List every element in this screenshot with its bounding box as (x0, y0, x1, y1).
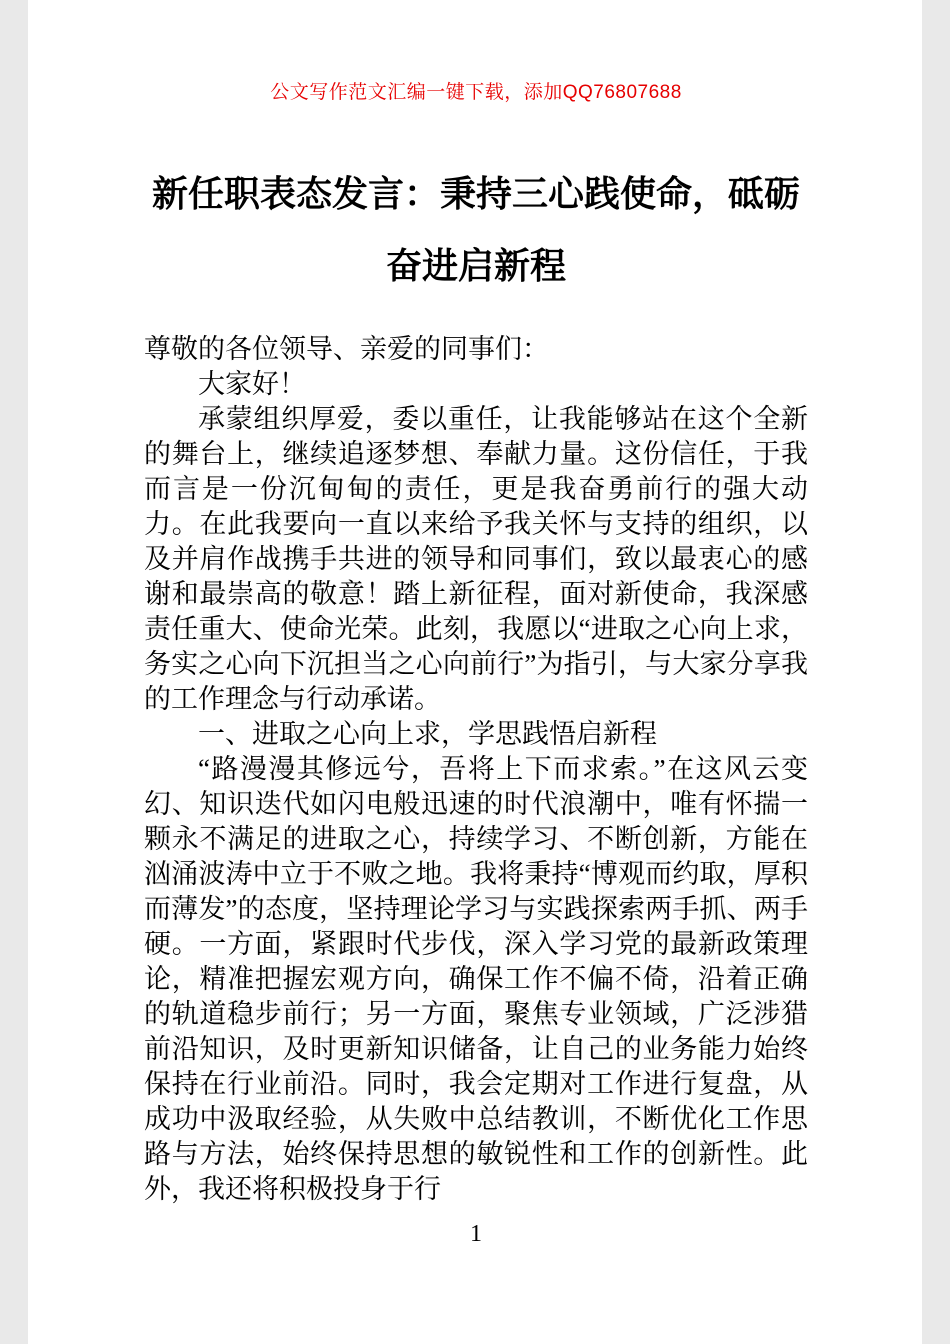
document-title: 新任职表态发言：秉持三心践使命，砥砺奋进启新程 (151, 173, 800, 286)
document-body (144, 332, 808, 1207)
header-notice: 公文写作范文汇编一键下载，添加QQ76807688 (270, 82, 682, 103)
document-page (28, 0, 922, 1344)
paragraph-intro: 承蒙组织厚爱，委以重任，让我能够站在这个全新的舞台上，继续追逐梦想、奉献力量。这份信任，于我而言是一份沉甸甸的责任，更是我奋勇前行的强大动力。在此我要向一直以来给予我关怀与支持的组织，以及并肩作战携手共进的领导和同事们，致以最衷心的感谢和最崇高的敬意！踏上新征程，面对新使命，我深感责任重大、使命光荣。此刻，我愿以“进取之心向上求，务实之心向下沉担当之心向前行”为指引，与大家分享我的工作理念与行动承诺。 (144, 404, 808, 714)
section-heading-1: 一、进取之心向上求，学思践悟启新程 (198, 719, 657, 749)
paragraph-section-1-body: “路漫漫其修远兮，吾将上下而求索。”在这风云变幻、知识迭代如闪电般迅速的时代浪潮中，唯有怀揣一颗永不满足的进取之心，持续学习、不断创新，方能在汹涌波涛中立于不败之地。我将秉持“博观而约取，厚积而薄发”的态度，坚持理论学习与实践探索两手抓、两手硬。一方面，紧跟时代步伐，深入学习党的最新政策理论，精准把握宏观方向，确保工作不偏不倚，沿着正确的轨道稳步前行；另一方面，聚焦专业领域，广泛涉猎前沿知识，及时更新知识储备，让自己的业务能力始终保持在行业前沿。同时，我会定期对工作进行复盘，从成功中汲取经验，从失败中总结教训，不断优化工作思路与方法，始终保持思想的敏锐性和工作的创新性。此外，我还将积极投身于行 (144, 754, 808, 1204)
paragraph-salutation: 尊敬的各位领导、亲爱的同事们： (144, 334, 549, 364)
paragraph-greeting: 大家好！ (198, 369, 306, 399)
page-number: 1 (470, 1221, 482, 1247)
